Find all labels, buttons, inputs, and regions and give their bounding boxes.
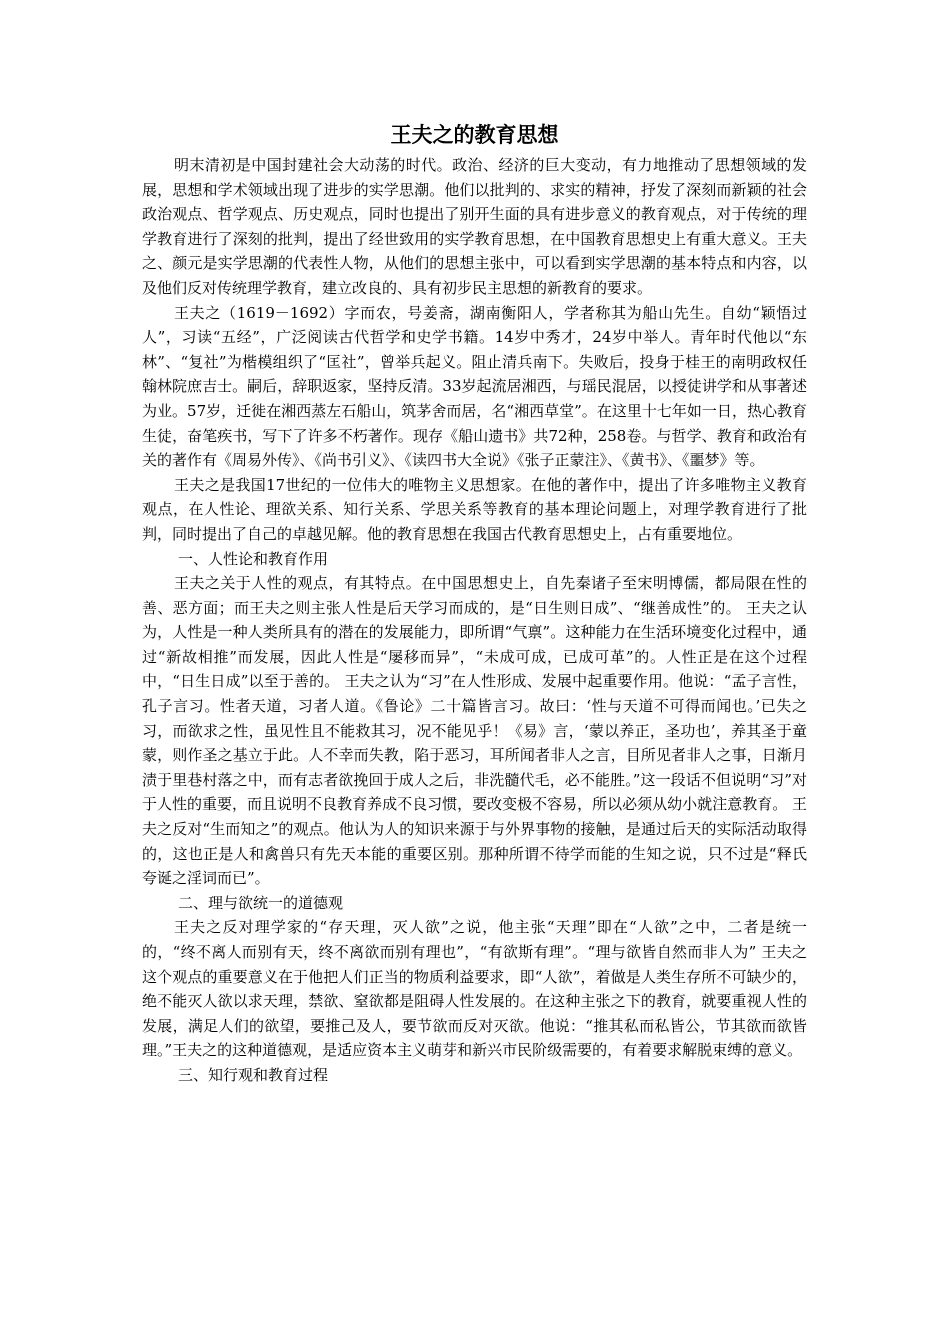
document-title: 王夫之的教育思想 <box>390 123 559 147</box>
document-page <box>142 117 807 1088</box>
intro-paragraph-2: 王夫之（1619－1692）字而农，号姜斋，湖南衡阳人，学者称其为船山先生。自幼“颖悟过人”，习读“五经”，广泛阅读古代哲学和史学书籍。14岁中秀才，24岁中举人。青年时代他以“东林”、“复社”为楷模组织了“匡社”，曾举兵起义。阻止清兵南下。失败后，投身于桂王的南明政权任翰林院庶吉士。嗣后，辞职返家，坚持反清。33岁起流居湘西，与瑶民混居，以授徒讲学和从事著述为业。57岁，迁徙在湘西蒸左石船山，筑茅舍而居，名“湘西草堂”。在这里十七年如一日，热心教育生徒，奋笔疾书，写下了许多不朽著作。现存《船山遗书》共72种，258卷。与哲学、教育和政治有关的著作有《周易外传》、《尚书引义》、《读四书大全说》《张子正蒙注》、《黄书》、《噩梦》等。 <box>142 303 807 470</box>
intro-paragraph-1: 明末清初是中国封建社会大动荡的时代。政治、经济的巨大变动，有力地推动了思想领域的发展，思想和学术领域出现了进步的实学思潮。他们以批判的、求实的精神，抒发了深刻而新颖的社会政治观点、哲学观点、历史观点，同时也提出了别开生面的具有进步意义的教育观点，对于传统的理学教育进行了深刻的批判，提出了经世致用的实学教育思想，在中国教育思想史上有重大意义。王夫之、颜元是实学思潮的代表性人物，从他们的思想主张中，可以看到实学思潮的基本特点和内容，以及他们反对传统理学教育，建立改良的、具有初步民主思想的新教育的要求。 <box>142 156 807 297</box>
section-heading-2: 二、理与欲统一的道德观 <box>178 893 344 912</box>
section-body-1: 王夫之关于人性的观点，有其特点。在中国思想史上，自先秦诸子至宋明博儒，都局限在性的善、恶方面；而王夫之则主张人性是后天学习而成的，是“日生则日成”、“继善成性”的。 王夫之认为，人性是一种人类所具有的潜在的发展能力，即所谓“气禀”。这种能力在生活环境变化过程中，通过“新故相推”而发展，因此人性是“屡移而异”，“未成可成，已成可革”的。人性正是在这个过程中，“日生日成”以至于善的。 王夫之认为“习”在人性形成、发展中起重要作用。他说：“孟子言性，孔子言习。性者天道，习者人道。《鲁论》二十篇皆言习。故曰：‘性与天道不可得而闻也。’已失之习，而欲求之性，虽见性且不能救其习，况不能见乎！《易》言，‘蒙以养正，圣功也’，养其圣于童蒙，则作圣之基立于此。人不幸而失教，陷于恶习，耳所闻者非人之言，目所见者非人之事，日渐月渍于里巷村落之中，而有志者欲挽回于成人之后，非洗髓代毛，必不能胜。”这一段话不但说明“习”对于人性的重要，而且说明不良教育养成不良习惯，要改变极不容易，所以必须从幼小就注意教育。 王夫之反对“生而知之”的观点。他认为人的知识来源于与外界事物的接触，是通过后天的实际活动取得的，这也正是人和禽兽只有先天本能的重要区别。那种所谓不待学而能的生知之说，只不过是“释氏夸诞之淫词而已”。 <box>142 574 807 888</box>
section-heading-1: 一、人性论和教育作用 <box>178 549 329 568</box>
intro-paragraph-3: 王夫之是我国17世纪的一位伟大的唯物主义思想家。在他的著作中，提出了许多唯物主义教育观点，在人性论、理欲关系、知行关系、学思关系等教育的基本理论问题上，对理学教育进行了批判，同时提出了自己的卓越见解。他的教育思想在我国古代教育思想史上，占有重要地位。 <box>142 475 807 543</box>
section-body-2: 王夫之反对理学家的“存天理，灭人欲”之说，他主张“天理”即在“人欲”之中，二者是统一的，“终不离人而别有天，终不离欲而别有理也”，“有欲斯有理”。“理与欲皆自然而非人为” 王夫之这个观点的重要意义在于他把人们正当的物质利益要求，即“人欲”，着做是人类生存所不可缺少的，绝不能灭人欲以求天理，禁欲、窒欲都是阻碍人性发展的。在这种主张之下的教育，就要重视人性的发展，满足人们的欲望，要推己及人，要节欲而反对灭欲。他说：“推其私而私皆公，节其欲而欲皆理。”王夫之的这种道德观，是适应资本主义萌芽和新兴市民阶级需要的，有着要求解脱束缚的意义。 <box>142 918 807 1060</box>
section-heading-3: 三、知行观和教育过程 <box>178 1065 329 1084</box>
